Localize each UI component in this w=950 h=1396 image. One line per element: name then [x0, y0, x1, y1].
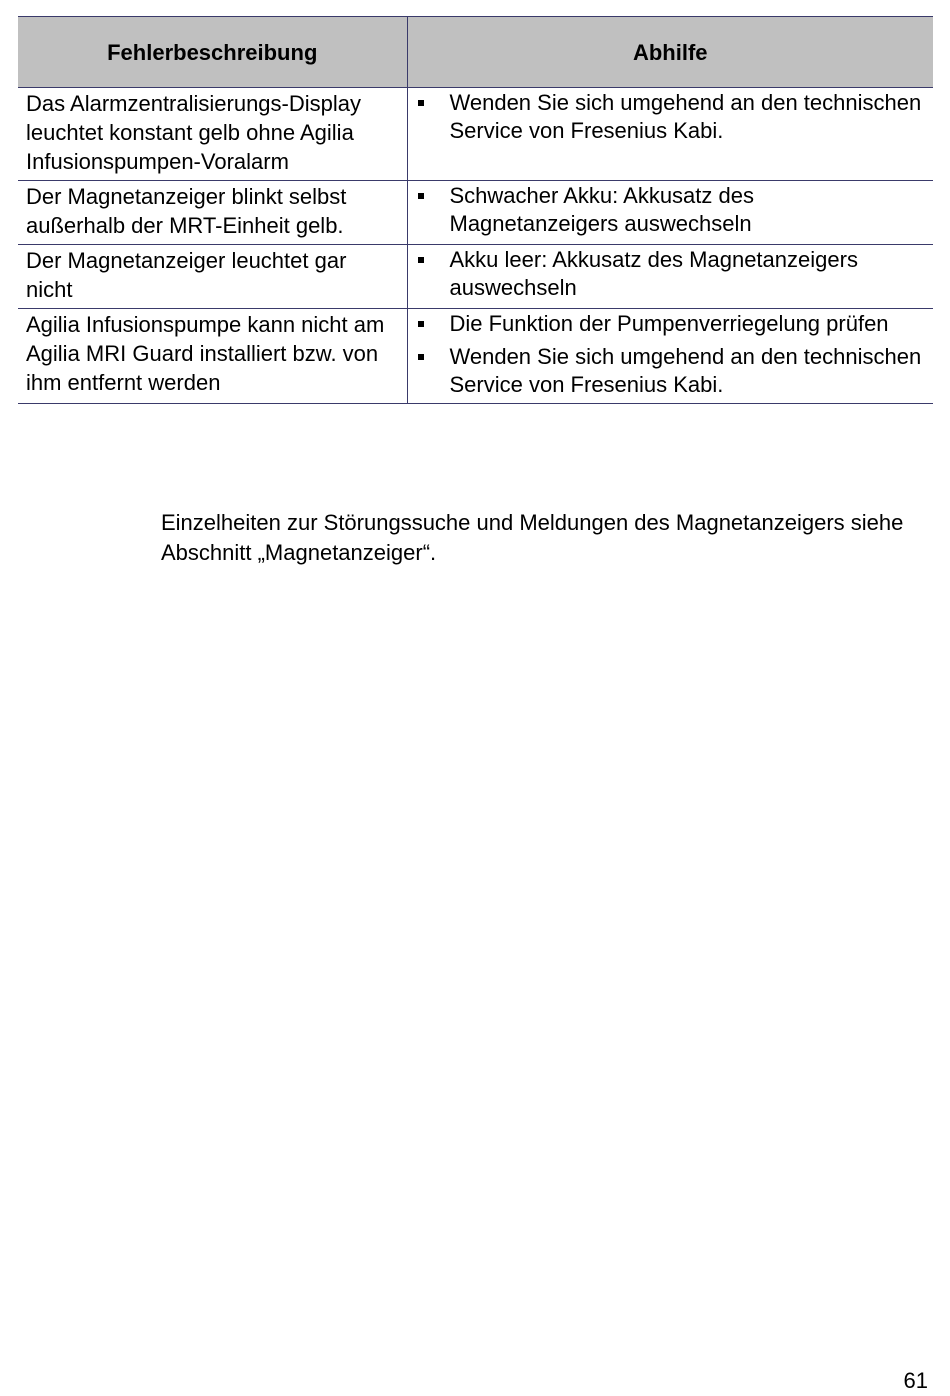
remedy-text: Schwacher Akku: Akkusatz des Magnetanzeigers auswechseln [449, 183, 754, 236]
remedy-list [416, 246, 928, 302]
remedy-text: Akku leer: Akkusatz des Magnetanzeigers auswechseln [449, 247, 858, 300]
fault-cell: Das Alarmzentralisierungs-Display leuchtet konstant gelb ohne Agilia Infusionspumpen-Voralarm [18, 88, 407, 181]
remedy-list [416, 310, 928, 399]
fault-cell: Der Magnetanzeiger blinkt selbst außerhalb der MRT-Einheit gelb. [18, 181, 407, 245]
table-header-row [18, 17, 933, 88]
bullet-square-icon [418, 354, 424, 360]
remedy-list [416, 182, 928, 238]
remedy-list [416, 89, 928, 145]
remedy-cell [407, 245, 933, 309]
troubleshooting-table [18, 16, 933, 404]
table-row [18, 88, 933, 181]
fault-column-header: Fehlerbeschreibung [18, 17, 407, 88]
fault-cell: Der Magnetanzeiger leuchtet gar nicht [18, 245, 407, 309]
reference-note: Einzelheiten zur Störungssuche und Meldungen des Magnetanzeigers siehe Abschnitt „Magnetanzeiger“. [161, 510, 904, 565]
remedy-cell [407, 88, 933, 181]
table-row [18, 181, 933, 245]
remedy-item [416, 89, 928, 145]
remedy-item [416, 182, 928, 238]
remedy-text: Wenden Sie sich umgehend an den technischen Service von Fresenius Kabi. [449, 90, 922, 143]
bullet-square-icon [418, 193, 424, 199]
table-row [18, 245, 933, 309]
fault-cell: Agilia Infusionspumpe kann nicht am Agilia MRI Guard installiert bzw. von ihm entfernt werden [18, 309, 407, 404]
remedy-item [416, 246, 928, 302]
remedy-item [416, 310, 928, 338]
page-number: 61 [903, 1368, 928, 1393]
remedy-item [416, 343, 928, 399]
remedy-cell [407, 309, 933, 404]
remedy-column-header: Abhilfe [407, 17, 933, 88]
bullet-square-icon [418, 257, 424, 263]
bullet-square-icon [418, 100, 424, 106]
table-row [18, 309, 933, 404]
remedy-cell [407, 181, 933, 245]
remedy-text: Wenden Sie sich umgehend an den technischen Service von Fresenius Kabi. [449, 344, 922, 397]
remedy-text: Die Funktion der Pumpenverriegelung prüfen [449, 311, 889, 336]
bullet-square-icon [418, 321, 424, 327]
